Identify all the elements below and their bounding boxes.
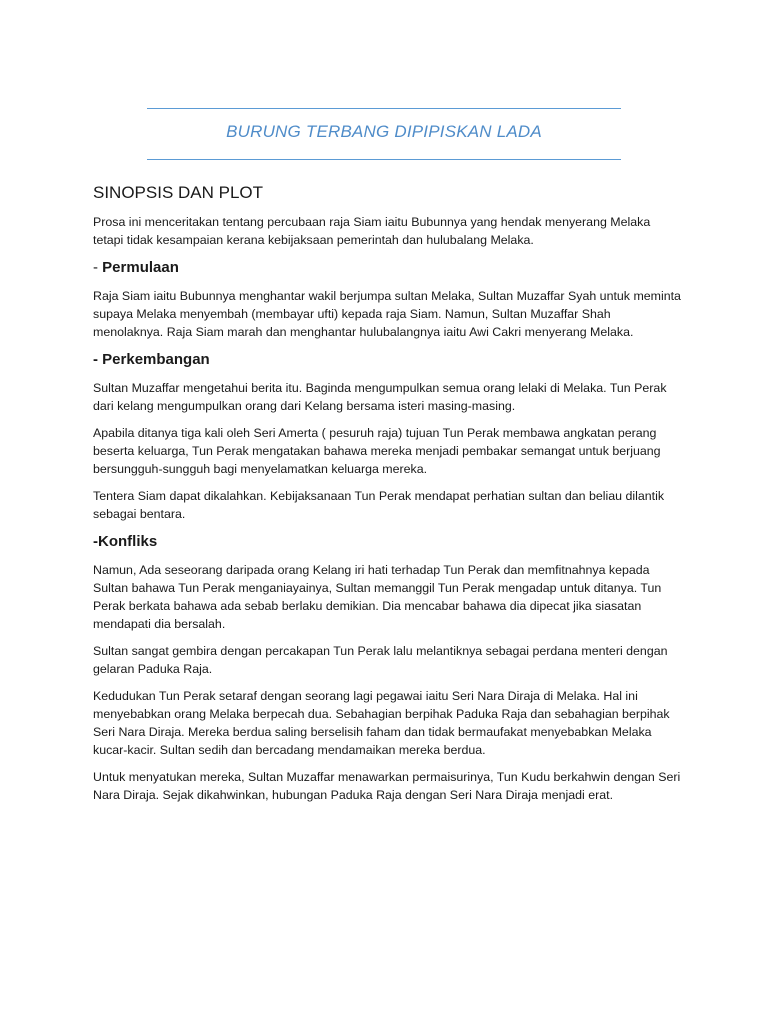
subheading-konfliks [93, 532, 683, 552]
title-bottom-rule [147, 159, 621, 160]
subheading-permulaan [93, 258, 683, 278]
subheading-title: -Konfliks [93, 533, 158, 550]
paragraph: Apabila ditanya tiga kali oleh Seri Amerta ( pesuruh raja) tujuan Tun Perak membawa angkatan perang beserta keluarga, Tun Perak mengatakan bahawa mereka menjadi pembakar semangat untuk berjuang bersungguh-sungguh bagi menyelamatkan keluarga mereka. [93, 426, 661, 476]
paragraph: Namun, Ada seseorang daripada orang Kelang iri hati terhadap Tun Perak dan memfitnahnya kepada Sultan bahawa Tun Perak menganiayainya, Sultan memanggil Tun Perak mengadap untuk ditanya. Tun Perak berkata bahawa ada sebab berlaku demikian. Dia mencabar bahawa dia dipecat jika siasatan mendapati dia bersalah. [93, 563, 662, 631]
document-title: BURUNG TERBANG DIPIPISKAN LADA [226, 122, 542, 141]
paragraph: Sultan sangat gembira dengan percakapan Tun Perak lalu melantiknya sebagai perdana menteri dengan gelaran Paduka Raja. [93, 644, 668, 676]
title-top-rule [147, 108, 621, 109]
paragraph: Raja Siam iaitu Bubunnya menghantar wakil berjumpa sultan Melaka, Sultan Muzaffar Syah untuk meminta supaya Melaka menyembah (membayar ufti) kepada raja Siam. Namun, Sultan Muzaffar Shah menolaknya. Raja Siam marah dan menghantar hulubalangnya iaitu Awi Cakri menyerang Melaka. [93, 289, 681, 339]
paragraph: Untuk menyatukan mereka, Sultan Muzaffar menawarkan permaisurinya, Tun Kudu berkahwin dengan Seri Nara Diraja. Sejak dikahwinkan, hubungan Paduka Raja dengan Seri Nara Diraja menjadi erat. [93, 770, 681, 802]
subheading-title: Permulaan [102, 259, 179, 276]
intro-paragraph: Prosa ini menceritakan tentang percubaan raja Siam iaitu Bubunnya yang hendak menyerang Melaka tetapi tidak kesampaian kerana kebijaksaan pemerintah dan hulubalang Melaka. [93, 215, 651, 247]
document-body [93, 182, 683, 813]
paragraph: Kedudukan Tun Perak setaraf dengan seorang lagi pegawai iaitu Seri Nara Diraja di Melaka. Hal ini menyebabkan orang Melaka berpecah dua. Sebahagian berpihak Paduka Raja dan sebahagian berpihak Seri Nara Diraja. Mereka berdua saling berselisih faham dan tidak bermaufakat menyebabkan Melaka kucar-kacir. Sultan sedih dan bercadang mendamaikan mereka berdua. [93, 689, 670, 757]
subheading-prefix: - [93, 259, 103, 276]
paragraph: Sultan Muzaffar mengetahui berita itu. Baginda mengumpulkan semua orang lelaki di Melaka. Tun Perak dari kelang mengumpulkan orang dari Kelang bersama isteri masing-masing. [93, 381, 667, 413]
paragraph: Tentera Siam dapat dikalahkan. Kebijaksanaan Tun Perak mendapat perhatian sultan dan beliau dilantik sebagai bentara. [93, 489, 665, 521]
subheading-title: - Perkembangan [93, 351, 210, 368]
subheading-perkembangan [93, 350, 683, 370]
section-heading: SINOPSIS DAN PLOT [93, 183, 264, 202]
